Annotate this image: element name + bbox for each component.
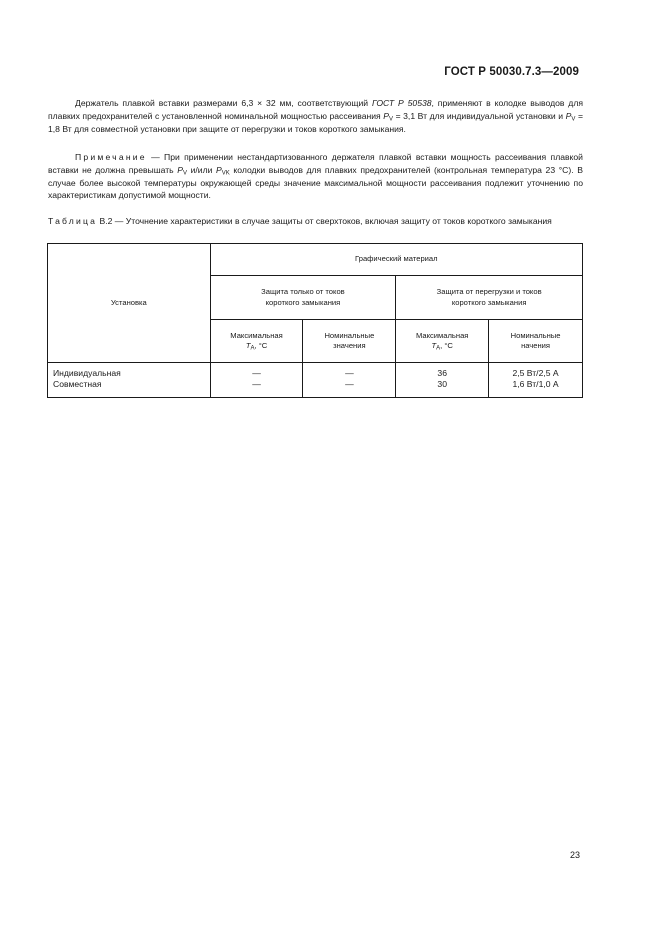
header-max-temp-1-sub: A (250, 345, 255, 352)
table-data-row (48, 363, 583, 398)
header-nominal-2-line-2: начения (521, 341, 551, 350)
cell-c3 (396, 363, 489, 398)
table-header-row-1 (48, 244, 583, 276)
header-sc-line-2: короткого замыкания (265, 297, 341, 307)
page-number: 23 (570, 850, 581, 860)
header-ol-line-1: Защита от перегрузки и токов (436, 287, 542, 296)
header-short-circuit-only (210, 276, 396, 320)
header-nominal-values-1 (303, 320, 396, 363)
c4-joint: 1,6 Вт/1,0 А (512, 379, 559, 390)
cell-c4 (489, 363, 583, 398)
cell-c2 (303, 363, 396, 398)
document-code: ГОСТ Р 50030.7.3—2009 (444, 66, 579, 78)
header-max-temp-1 (210, 320, 303, 363)
table-caption (48, 216, 583, 228)
p1-subscript-1: V (388, 116, 393, 123)
header-nominal-values-2 (489, 320, 583, 363)
p2-subscript-2: VK (221, 170, 230, 177)
p1-text-3: = 3,1 Вт для индивидуальной установки и (393, 110, 566, 121)
header-installation: Установка (48, 244, 211, 363)
header-sc-line-1: Защита только от токов (261, 287, 345, 296)
header-max-temp-2 (396, 320, 489, 363)
p2-symbol-1: P (177, 164, 183, 175)
c4-individual: 2,5 Вт/2,5 А (512, 368, 559, 378)
header-ol-line-2: короткого замыкания (451, 297, 527, 307)
header-max-temp-2-sub: A (436, 345, 441, 352)
c1-individual: — (252, 368, 261, 378)
cell-installation (48, 363, 211, 398)
characteristics-table (47, 243, 583, 398)
c1-joint: — (252, 379, 261, 390)
p1-text-4: = 1,8 Вт для совместной установки при защите от перегрузки и токов короткого замыкания. (48, 110, 583, 134)
p2-text-3: колодки выводов для плавких предохранителей (контрольная температура 23 °С). В случае более высокой температуры окружающей среды значение максимальной мощности рассеивания подлежит уточнению по характеристикам допустимой мощности. (48, 164, 583, 201)
header-max-temp-1-label: Максимальная (230, 330, 283, 340)
installation-joint: Совместная (53, 379, 102, 390)
p2-subscript-1: V (182, 170, 187, 177)
p1-symbol-2: P (565, 110, 572, 121)
p1-subscript-2: V (571, 116, 576, 123)
header-nominal-1-line-1: Номинальные (324, 330, 375, 340)
installation-individual: Индивидуальная (53, 368, 121, 378)
header-max-temp-1-unit: , °С (254, 341, 268, 350)
paragraph-fuse-holder (48, 97, 583, 135)
p1-symbol-1: P (383, 110, 389, 121)
p2-symbol-2: P (216, 164, 222, 175)
c2-joint: — (345, 379, 354, 390)
table-caption-text: В.2 — Уточнение характеристики в случае защиты от сверхтоков, включая защиту от токов короткого замыкания (97, 216, 552, 226)
header-nominal-1-line-2: значения (333, 341, 366, 350)
header-max-temp-2-symbol: T (431, 341, 437, 350)
p2-text-2: и/или (187, 164, 217, 175)
header-nominal-2-line-1: Номинальные (510, 330, 561, 340)
header-max-temp-1-symbol: T (245, 341, 251, 350)
header-max-temp-2-label: Максимальная (415, 330, 469, 340)
p1-text-1: Держатель плавкой вставки размерами 6,3 × 32 мм, соответствующий (75, 98, 372, 108)
p1-text-2: , применяют в колодке выводов для плавких предохранителей с установленной номинальной мощностью рассеивания (48, 98, 583, 121)
c3-joint: 30 (437, 379, 447, 390)
note-label: Примечание (75, 152, 147, 162)
header-overload-and-short-circuit (396, 276, 583, 320)
p1-standard-ref: ГОСТ Р 50538 (371, 98, 432, 108)
cell-c1 (210, 363, 303, 398)
p2-text-1: — При применении нестандартизованного держателя плавкой вставки мощность рассеивания плавкой вставки не должна превышать (48, 152, 583, 175)
table-caption-label: Таблица (48, 216, 98, 226)
paragraph-note (48, 151, 583, 202)
c2-individual: — (345, 368, 354, 378)
header-graphic-material: Графический материал (210, 244, 582, 276)
header-max-temp-2-unit: , °С (440, 341, 453, 350)
c3-individual: 36 (437, 368, 447, 378)
